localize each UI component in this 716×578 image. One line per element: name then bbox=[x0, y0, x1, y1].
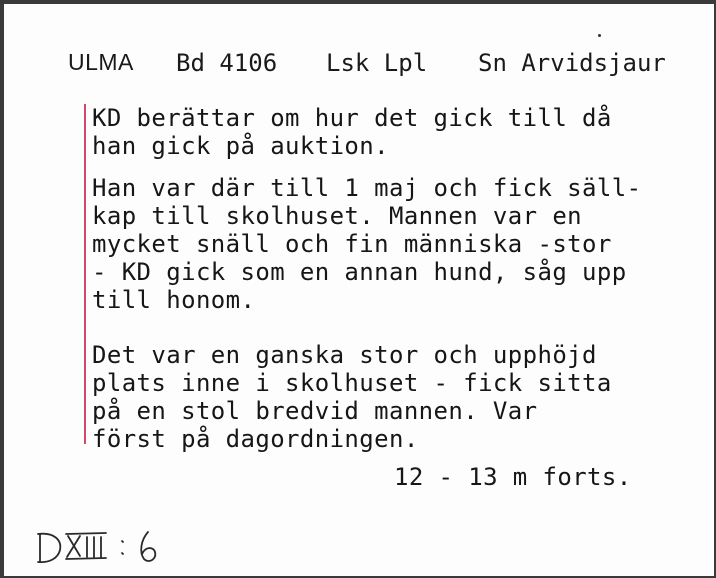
text-line: till honom. bbox=[92, 286, 256, 314]
text-line: kap till skolhuset. Mannen var en bbox=[92, 202, 583, 230]
text-line: han gick på auktion. bbox=[92, 132, 389, 160]
volume-number: Bd 4106 bbox=[176, 49, 278, 77]
text-line: Han var där till 1 maj och fick säll- bbox=[92, 174, 642, 202]
text-line: först på dagordningen. bbox=[92, 425, 419, 453]
text-line: plats inne i skolhuset - fick sitta bbox=[92, 369, 612, 397]
archive-name: ULMA bbox=[68, 49, 134, 75]
red-margin-line bbox=[84, 104, 86, 444]
continuation-note: 12 - 13 m forts. bbox=[394, 463, 632, 491]
paragraph-1 bbox=[92, 104, 612, 160]
text-line: på en stol bredvid mannen. Var bbox=[92, 397, 538, 425]
parish-name: Sn Arvidsjaur bbox=[478, 49, 666, 77]
archive-card bbox=[4, 4, 714, 576]
handwritten-code bbox=[36, 526, 176, 570]
paragraph-2 bbox=[92, 174, 641, 314]
text-line: KD berättar om hur det gick till då bbox=[92, 104, 612, 132]
text-line: Det var en ganska stor och upphöjd bbox=[92, 341, 597, 369]
paragraph-3 bbox=[92, 341, 612, 453]
text-line: - KD gick som en annan hund, såg upp bbox=[92, 258, 627, 286]
province-code: Lsk Lpl bbox=[326, 49, 428, 77]
card-header bbox=[4, 49, 714, 83]
ink-speck bbox=[598, 34, 601, 37]
text-line: mycket snäll och fin människa -stor bbox=[92, 230, 612, 258]
